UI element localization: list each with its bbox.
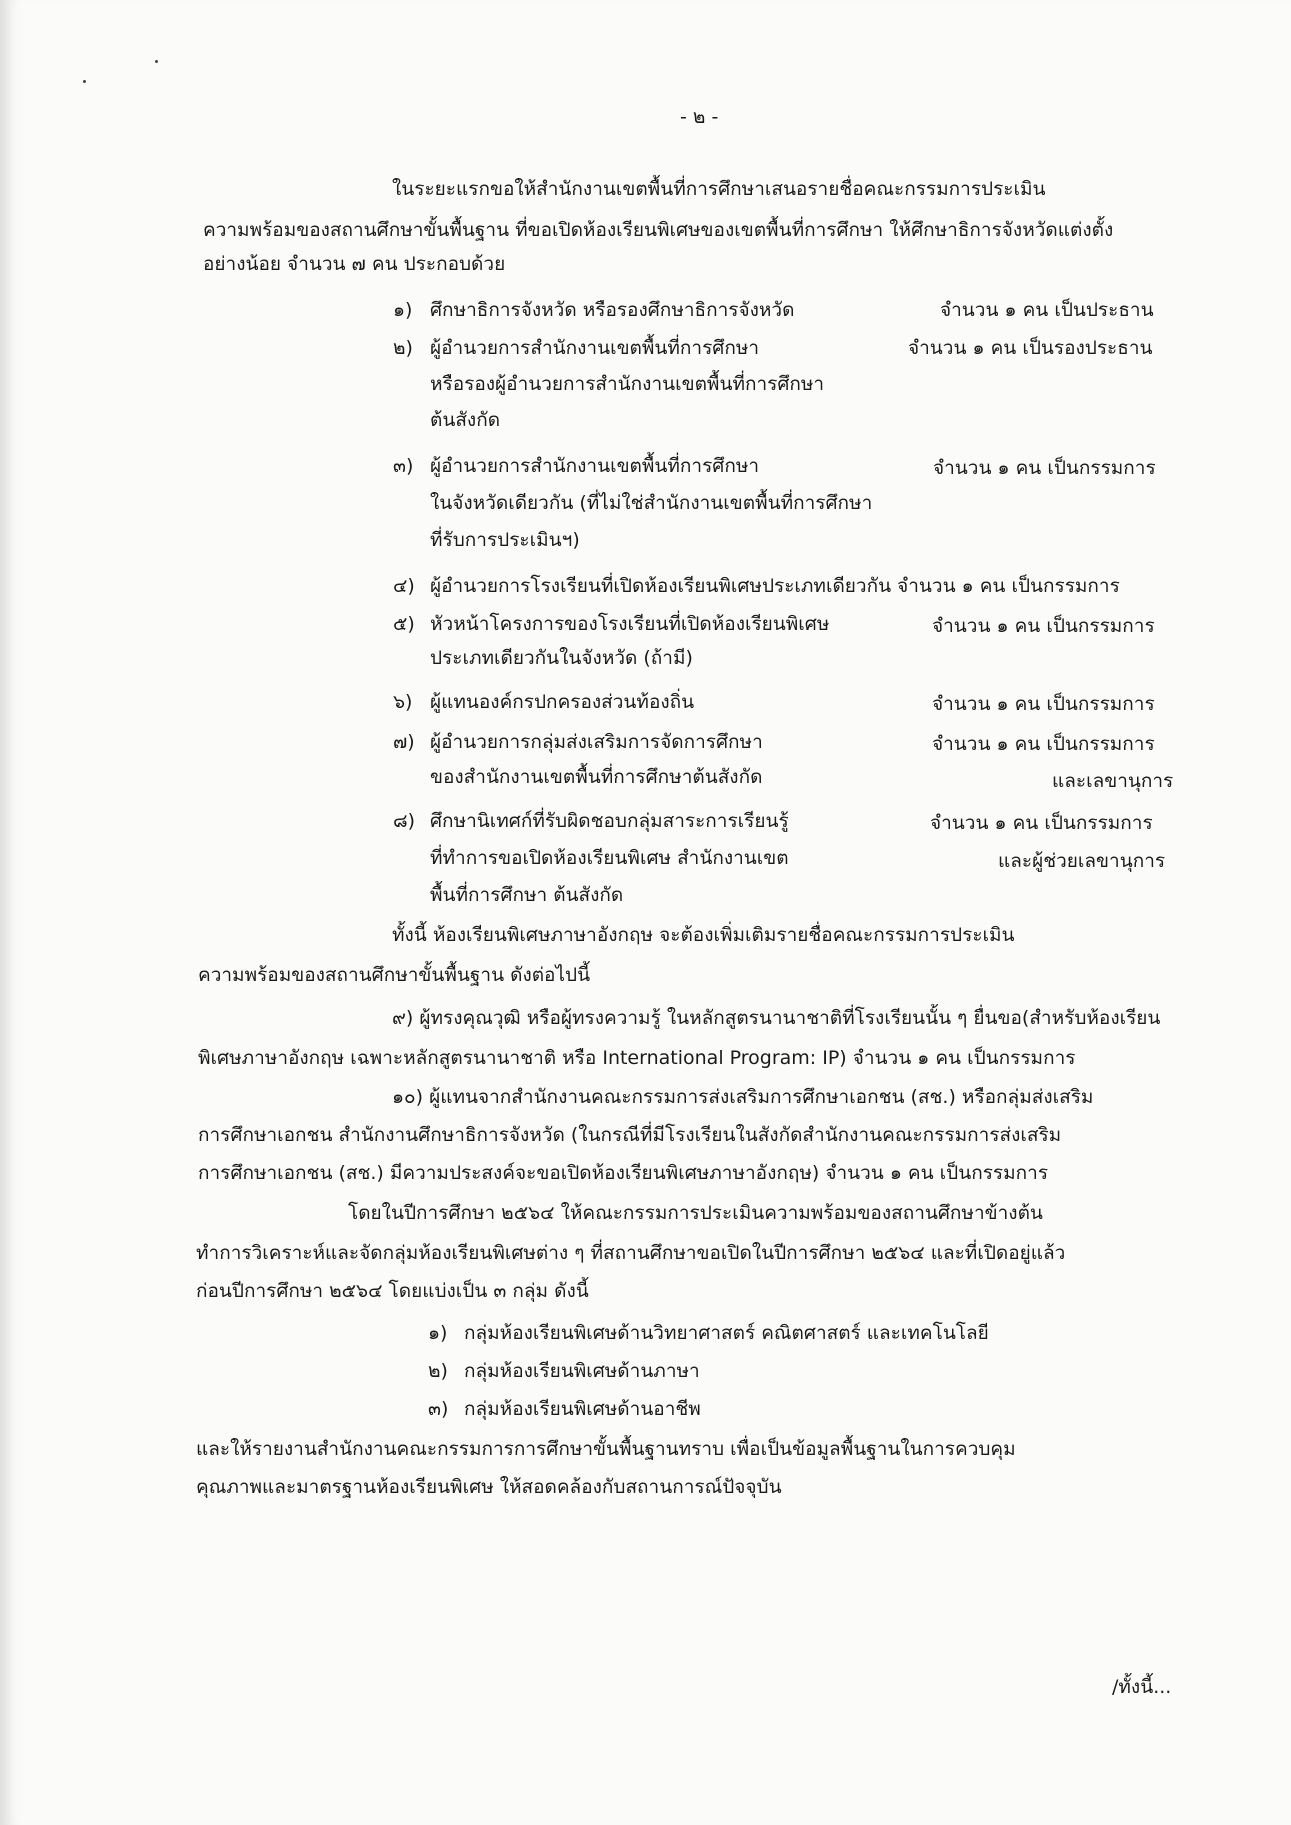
committee-item-role: และเลขานุการ [1052,770,1174,792]
committee-item-number: ๑) [393,299,413,321]
committee-item-text: ผู้อำนวยการสำนักงานเขตพื้นที่การศึกษา [430,337,760,359]
committee-item-role: จำนวน ๑ คน เป็นรองประธาน [908,337,1153,359]
closing-line: และให้รายงานสำนักงานคณะกรรมการการศึกษาขั้นพื้นฐานทราบ เพื่อเป็นข้อมูลพื้นฐานในการควบคุม [196,1438,1016,1460]
intro-line: อย่างน้อย จำนวน ๗ คน ประกอบด้วย [203,253,506,275]
group-text: กลุ่มห้องเรียนพิเศษด้านอาชีพ [464,1398,701,1420]
note-line: ทั้งนี้ ห้องเรียนพิเศษภาษาอังกฤษ จะต้องเพิ่มเติมรายชื่อคณะกรรมการประเมิน [392,924,1015,946]
extra-line: การศึกษาเอกชน สำนักงานศึกษาธิการจังหวัด (ในกรณีที่มีโรงเรียนในสังกัดสำนักงานคณะกรรมการส่งเสริม [198,1124,1062,1146]
group-text: กลุ่มห้องเรียนพิเศษด้านภาษา [464,1360,700,1382]
committee-item-number: ๕) [393,613,415,635]
committee-item-role: จำนวน ๑ คน เป็นกรรมการ [932,693,1155,715]
committee-item-text: ที่รับการประเมินฯ) [430,529,580,551]
group-number: ๓) [428,1398,449,1420]
committee-item-number: ๖) [393,691,413,713]
committee-item-number: ๔) [393,575,415,597]
group-text: กลุ่มห้องเรียนพิเศษด้านวิทยาศาสตร์ คณิตศาสตร์ และเทคโนโลยี [464,1322,989,1344]
committee-item-text: ผู้อำนวยการกลุ่มส่งเสริมการจัดการศึกษา [430,731,763,753]
committee-item-number: ๒) [393,337,413,359]
committee-item-text: หัวหน้าโครงการของโรงเรียนที่เปิดห้องเรียนพิเศษ [430,613,830,635]
committee-item-role: จำนวน ๑ คน เป็นกรรมการ [932,733,1155,755]
committee-item-text: หรือรองผู้อำนวยการสำนักงานเขตพื้นที่การศึกษา [430,373,825,395]
note-line: ความพร้อมของสถานศึกษาขั้นพื้นฐาน ดังต่อไปนี้ [198,964,591,986]
committee-item-text: ของสำนักงานเขตพื้นที่การศึกษาต้นสังกัด [430,766,763,788]
committee-item-role: จำนวน ๑ คน เป็นกรรมการ [932,615,1155,637]
paragraph-line: โดยในปีการศึกษา ๒๕๖๔ ให้คณะกรรมการประเมินความพร้อมของสถานศึกษาข้างต้น [348,1202,1043,1224]
committee-item-text: ผู้อำนวยการสำนักงานเขตพื้นที่การศึกษา [430,455,760,477]
extra-line: ๑๐) ผู้แทนจากสำนักงานคณะกรรมการส่งเสริมการศึกษาเอกชน (สช.) หรือกลุ่มส่งเสริม [392,1086,1094,1108]
committee-item-role: จำนวน ๑ คน เป็นประธาน [940,299,1154,321]
committee-item-text: ศึกษาธิการจังหวัด หรือรองศึกษาธิการจังหวัด [430,299,795,321]
committee-item-text: ในจังหวัดเดียวกัน (ที่ไม่ใช่สำนักงานเขตพื้นที่การศึกษา [430,492,873,514]
group-number: ๑) [428,1322,448,1344]
paragraph-line: ก่อนปีการศึกษา ๒๕๖๔ โดยแบ่งเป็น ๓ กลุ่ม ดังนี้ [196,1280,589,1302]
committee-item-role: จำนวน ๑ คน เป็นกรรมการ [930,812,1153,834]
committee-item-text: ประเภทเดียวกันในจังหวัด (ถ้ามี) [430,647,693,669]
group-number: ๒) [428,1360,448,1382]
committee-item-role: จำนวน ๑ คน เป็นกรรมการ [933,457,1156,479]
extra-line: ๙) ผู้ทรงคุณวุฒิ หรือผู้ทรงความรู้ ในหลักสูตรนานาชาติที่โรงเรียนนั้น ๆ ยื่นขอ(สำหรับห้องเรียน [392,1007,1161,1029]
paragraph-line: ทำการวิเคราะห์และจัดกลุ่มห้องเรียนพิเศษต่าง ๆ ที่สถานศึกษาขอเปิดในปีการศึกษา ๒๕๖๔ และที่เปิดอยู่แล้ว [196,1242,1066,1264]
committee-item-text: ผู้แทนองค์กรปกครองส่วนท้องถิ่น [430,691,695,713]
committee-item-number: ๘) [393,810,416,832]
scan-speck [83,80,86,83]
committee-item-text: ศึกษานิเทศก์ที่รับผิดชอบกลุ่มสาระการเรียนรู้ [430,810,789,832]
scan-speck [155,60,158,63]
committee-item-text: พื้นที่การศึกษา ต้นสังกัด [430,884,624,906]
committee-item-text: ผู้อำนวยการโรงเรียนที่เปิดห้องเรียนพิเศษประเภทเดียวกัน จำนวน ๑ คน เป็นกรรมการ [430,575,1120,597]
continuation-marker: /ทั้งนี้... [1112,1676,1172,1698]
committee-item-text: ต้นสังกัด [430,409,501,431]
intro-line: ความพร้อมของสถานศึกษาขั้นพื้นฐาน ที่ขอเปิดห้องเรียนพิเศษของเขตพื้นที่การศึกษา ให้ศึกษาธิการจังหวัดแต่งตั้ง [203,219,1114,241]
page-number: - ๒ - [680,106,719,128]
committee-item-number: ๗) [393,731,415,753]
intro-line: ในระยะแรกขอให้สำนักงานเขตพื้นที่การศึกษาเสนอรายชื่อคณะกรรมการประเมิน [392,178,1046,200]
committee-item-text: ที่ทำการขอเปิดห้องเรียนพิเศษ สำนักงานเขต [430,847,789,869]
closing-line: คุณภาพและมาตรฐานห้องเรียนพิเศษ ให้สอดคล้องกับสถานการณ์ปัจจุบัน [196,1476,782,1498]
committee-item-role: และผู้ช่วยเลขานุการ [998,850,1166,872]
extra-line: พิเศษภาษาอังกฤษ เฉพาะหลักสูตรนานาชาติ หรือ International Program: IP) จำนวน ๑ คน เป็นกรรมการ [198,1047,1076,1069]
committee-item-number: ๓) [393,455,414,477]
extra-line: การศึกษาเอกชน (สช.) มีความประสงค์จะขอเปิดห้องเรียนพิเศษภาษาอังกฤษ) จำนวน ๑ คน เป็นกรรมการ [198,1162,1049,1184]
